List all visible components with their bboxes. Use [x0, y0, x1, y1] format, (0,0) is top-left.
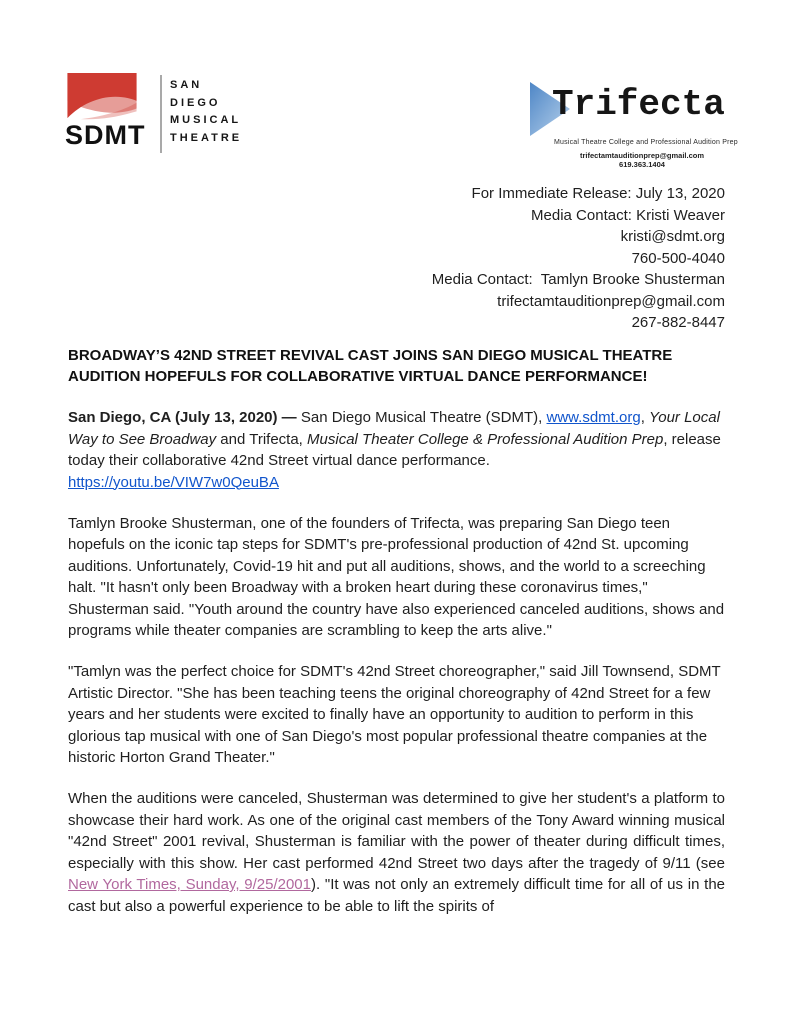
text-segment: Your Local Way to See Broadway [68, 409, 720, 448]
sdmt-acronym: SDMT [65, 120, 146, 150]
text-segment: San Diego Musical Theatre (SDMT), [300, 409, 547, 426]
contact-line: Media Contact: Tamlyn Brooke Shusterman [431, 271, 725, 288]
paragraph-intro [68, 407, 725, 493]
text-segment: When the auditions were canceled, Shusterman was determined to give her student's a platform to showcase their hard work. As one of the original cast members of the Tony Award winning musical "42nd Street" 2001 revival, Shusterman is familiar with the power of theater during difficult times, especially with this show. Her cast performed 42nd Street two days after the tragedy of 9/11 (see [68, 790, 725, 872]
paragraph-shusterman [68, 513, 725, 642]
sdmt-website-link[interactable]: www.sdmt.org [546, 409, 641, 426]
trifecta-wordmark: Trifecta [552, 84, 725, 125]
contact-phone: 760-500-4040 [631, 249, 725, 267]
paragraph-townsend-quote [68, 661, 725, 769]
contact-line: Media Contact: Kristi Weaver [531, 206, 725, 224]
sdmt-name [170, 77, 242, 147]
text-segment: Musical Theater College & Professional Audition Prep [307, 430, 664, 448]
sdmt-name-line: SAN [170, 79, 203, 91]
trifecta-tagline: Musical Theatre College and Professional Audition Prep [554, 139, 738, 146]
contact-email: trifectamtauditionprep@gmail.com [497, 292, 725, 310]
text-segment: , [640, 409, 650, 426]
sdmt-logo-divider [160, 75, 162, 153]
trifecta-logo [528, 76, 738, 171]
trifecta-email: trifectamtauditionprep@gmail.com [580, 151, 704, 160]
nyt-article-link[interactable]: New York Times, Sunday, 9/25/2001 [68, 876, 311, 893]
text-segment: "Tamlyn was the perfect choice for SDMT's 42nd Street choreographer," said Jill Townsend, SDMT Artistic Director. "She has been teaching teens the original choreography of 42nd Street for a few years and her students were excited to finally have an opportunity to audition to perform in this glorious tap musical with one of San Diego's most popular professional theatre companies at the historic Horton Grand Theater." [68, 663, 721, 766]
headline: BROADWAY’S 42ND STREET REVIVAL CAST JOINS SAN DIEGO MUSICAL THEATRE AUDITION HOPEFULS FOR COLLABORATIVE VIRTUAL DANCE PERFORMANCE! [68, 346, 673, 385]
text-segment: and Trifecta, [216, 430, 308, 448]
contact-phone: 267-882-8447 [631, 314, 725, 331]
sdmt-logo-mark-icon [67, 73, 137, 121]
contact-email: kristi@sdmt.org [620, 228, 725, 245]
sdmt-logo [65, 70, 295, 160]
text-segment: Tamlyn Brooke Shusterman, one of the founders of Trifecta, was preparing San Diego teen hopefuls on the iconic tap steps for SDMT's pre-professional production of 42nd St. upcoming auditions. Unfortunately, Covid-19 hit and put all auditions, shows, and the world to a screeching halt. "It hasn't only been Broadway with a broken heart during these coronavirus times," Shusterman said. "Youth around the country have also experienced canceled auditions, shows and programs while theater companies are scrambling to keep the arts alive." [68, 514, 725, 639]
sdmt-name-line: THEATRE [170, 131, 243, 144]
text-segment: San Diego, CA (July 13, 2020) — [68, 409, 301, 426]
release-date-line: For Immediate Release: July 13, 2020 [471, 185, 725, 202]
sdmt-name-line: MUSICAL [170, 114, 242, 126]
contact-block [68, 183, 725, 334]
text-segment: ). "It was not only an extremely difficult time for all of us in the cast but also a powerful experience to be able to lift the spirits of [68, 876, 725, 915]
youtube-video-link[interactable]: https://youtu.be/VIW7w0QeuBA [68, 473, 279, 491]
paragraph-auditions-canceled [68, 788, 725, 917]
text-segment: , release today their collaborative 42nd Street virtual dance performance. [68, 430, 721, 469]
sdmt-name-line: DIEGO [170, 96, 221, 109]
trifecta-phone: 619.363.1404 [619, 160, 665, 169]
